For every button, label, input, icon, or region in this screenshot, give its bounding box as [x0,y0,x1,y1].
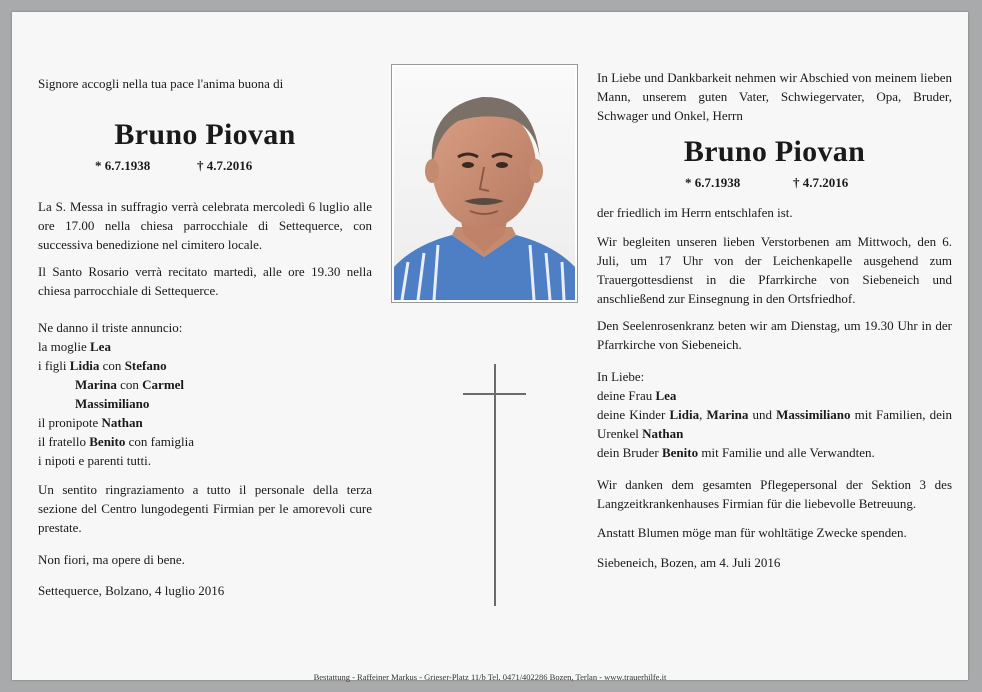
portrait-image [394,67,575,300]
cross-vertical [494,364,496,606]
brother-name: Benito [89,434,126,449]
german-intro: In Liebe und Dankbarkeit nehmen wir Abschied von meinem lieben Mann, unserem guten Vater, Schwiegervater, Opa, Bruder, Schwager und Onkel, Herrn [597,70,952,123]
dates-italian [38,156,372,175]
announce-line: Ne danno il triste annuncio: [38,320,183,335]
funeral-text: Wir begleiten unseren lieben Verstorbenen am Mittwoch, den 6. Juli, um 17 Uhr von der Leichenkapelle ausgehend zum Trauergottesdienst in die Pfarrkirche von Siebeneich und anschließend zur Einsegnung in den Ortsfriedhof. [597,234,952,306]
con-word: con [116,377,143,392]
family-list [38,318,372,470]
great-grandchild-line [38,413,372,432]
great-name: Nathan [101,415,143,430]
kids-prefix: deine Kinder [597,407,670,422]
child-name: Marina [706,407,749,422]
nephews-line: i nipoti e parenti tutti. [38,453,152,468]
birth-date: * 6.7.1938 [95,158,151,173]
wife-prefix: deine Frau [597,388,656,403]
partner-name: Carmel [142,377,185,392]
wife-name: Lea [655,388,677,403]
love-line: In Liebe: [597,369,645,384]
kids-suffix: mit Familien, dein Urenkel [597,407,952,441]
wife-name: Lea [90,339,111,354]
brother-line [597,443,952,462]
wife-line [597,386,952,405]
children-line [597,405,952,443]
obituary-card [12,12,968,680]
italian-column [38,74,372,600]
deceased-name-italian: Bruno Piovan [114,118,296,151]
child-name: Massimiliano [75,396,150,411]
children-prefix: i figli [38,358,70,373]
und-word: und [748,407,777,422]
mass-text: La S. Messa in suffragio verrà celebrata mercoledì 6 luglio alle ore 17.00 nella chiesa parrocchiale di Settequerce, con successiva benedizione nel cimitero locale. [38,199,372,252]
child-name: Lidia [69,358,100,373]
children-line [38,356,372,375]
comma: , [699,407,707,422]
peace-text: der friedlich im Herrn entschlafen ist. [597,205,793,220]
great-name: Nathan [642,426,684,441]
birth-date: * 6.7.1938 [685,175,741,190]
cross-horizontal [463,393,526,395]
brother-suffix: mit Familie und alle Verwandten. [698,445,875,460]
brother-name: Benito [661,445,699,460]
place-date-german: Siebeneich, Bozen, am 4. Juli 2016 [597,555,781,570]
brother-prefix: il fratello [38,434,90,449]
children-line [38,394,372,413]
flowers-text-german: Anstatt Blumen möge man für wohltätige Zwecke spenden. [597,525,907,540]
wife-line [38,337,372,356]
rosary-text-german: Den Seelenrosenkranz beten wir am Dienstag, um 19.30 Uhr in der Pfarrkirche von Siebeneich. [597,318,952,352]
con-word: con [99,358,125,373]
italian-intro: Signore accogli nella tua pace l'anima buona di [38,76,284,91]
rosary-text: Il Santo Rosario verrà recitato martedì, alle ore 19.30 nella chiesa parrocchiale di Settequerce. [38,264,372,298]
place-date: Settequerce, Bolzano, 4 luglio 2016 [38,583,225,598]
great-prefix: il pronipote [38,415,102,430]
child-name: Massimiliano [776,407,851,422]
brother-suffix: con famiglia [125,434,194,449]
brother-line [38,432,372,451]
wife-prefix: la moglie [38,339,90,354]
family-list-german [597,367,952,462]
flowers-text: Non fiori, ma opere di bene. [38,552,185,567]
portrait-photo [391,64,578,303]
child-name: Marina [75,377,117,392]
child-name: Lidia [669,407,700,422]
deceased-name-german: Bruno Piovan [683,135,866,168]
children-line [38,375,372,394]
partner-name: Stefano [124,358,167,373]
death-date: † 4.7.2016 [793,175,849,190]
dates-german [597,173,952,192]
brother-prefix: dein Bruder [597,445,662,460]
thanks-text: Un sentito ringraziamento a tutto il personale della terza sezione del Centro lungodegenti Firmian per le amorevoli cure prestate. [38,482,372,535]
thanks-text-german: Wir danken dem gesamten Pflegepersonal der Sektion 3 des Langzeitkrankenhauses Firmian für die liebevolle Betreuung. [597,477,952,511]
death-date: † 4.7.2016 [197,158,253,173]
funeral-home-footer: Bestattung - Raffeiner Markus - Grieser-Platz 11/b Tel. 0471/402286 Bozen, Terlan - www.trauerhilfe.it [313,672,667,682]
german-column [597,68,952,572]
